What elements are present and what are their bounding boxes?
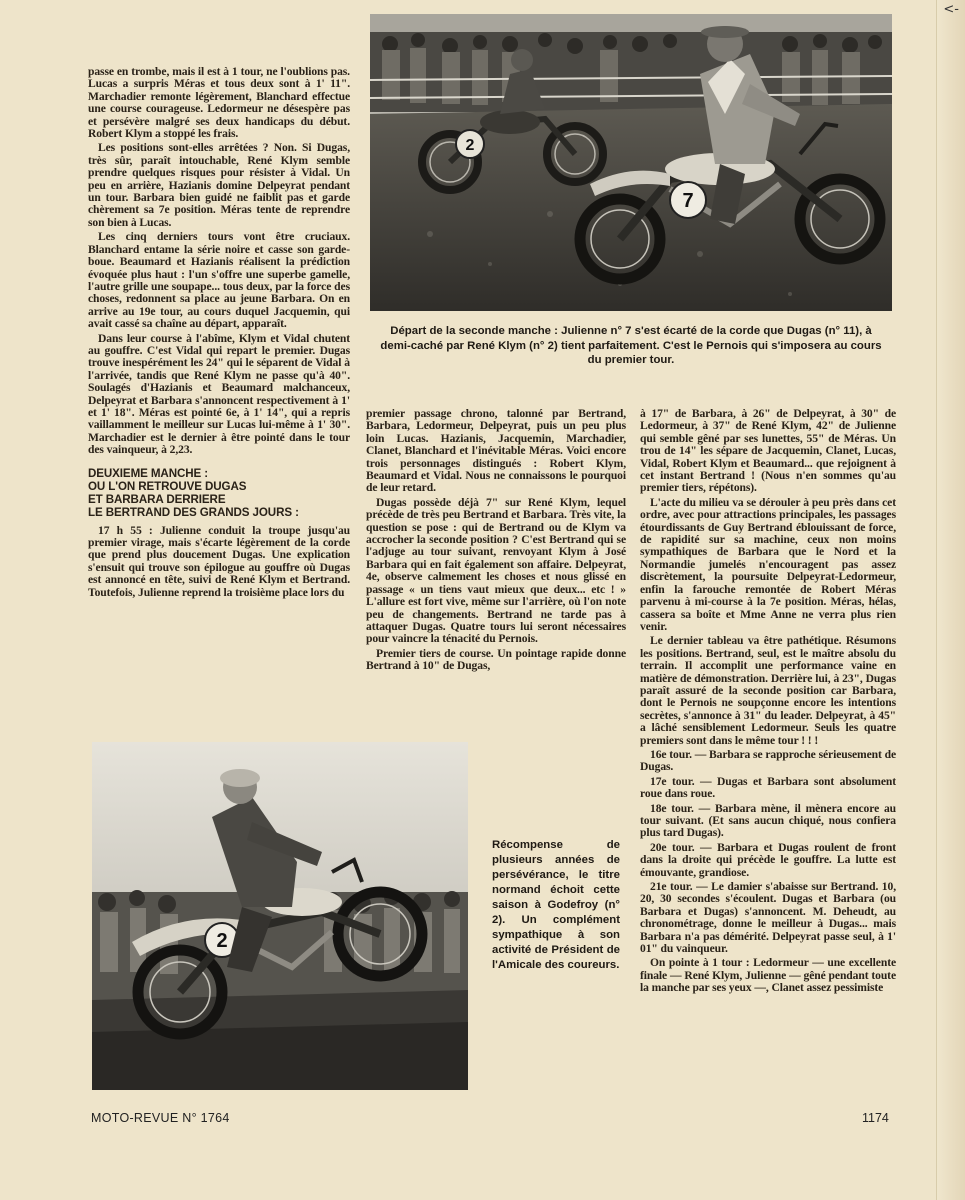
paragraph: Dugas possède déjà 7" sur René Klym, lequel précède de très peu Bertrand et Barbara. Très vite, la question se pose : qui de Bertrand ou de Klym va accrocher la seconde position ? C'est Bertrand qui se l'adjuge au tour suivant, renvoyant Klym à José Barbara qui en fait également son affaire. Delpeyrat, 4e, observe calmement les choses et nous glissé en passage « un tiens vaut mieux que deux... etc ! » L'allure est fort vive, même sur l'arrière, où l'on note peu de changements. Bertrand ne tarde pas à attaquer Dugas. Quatre tours lui seront nécessaires pour vaincre la ténacité du Pernois. [366,495,626,646]
paragraph: 17e tour. — Dugas et Barbara sont absolument roue dans roue. [640,774,896,801]
paragraph: 18e tour. — Barbara mène, il mènera encore au tour suivant. (Et sans aucun chiqué, nous confiera plus tard Dugas). [640,801,896,840]
rider-jump-photo [92,742,468,1090]
corner-mark: <- [943,2,959,17]
heading-line: ET BARBARA DERRIERE [88,492,226,506]
jump-bike-number: 2 [216,930,228,952]
heading-line: LE BERTRAND DES GRANDS JOURS : [88,505,299,519]
paragraph: à 17" de Barbara, à 26" de Delpeyrat, à 30" de Ledormeur, à 37" de René Klym, 42" de Julienne qui semble gêné par ses lunettes, 55" de Méras. Un trou de 14" les sépare de Jacquemin, Clanet, Lucas, Vidal, Robert Klym et Beaumard... que rejoignent à cet instant Bertrand ! (Nous n'en sommes qu'au premier tiers, répétons). [640,408,896,495]
paragraph: Les positions sont-elles arrêtées ? Non. Si Dugas, très sûr, paraît intouchable, René Klym semble prendre quelques risques pour résister à Vidal. Un peu en arrière, Hazianis domine Delpeyrat pendant un tour. Barbara bien guidé ne faiblit pas et garde chèrement sa 7e position. Méras tente de reprendre son bien à Lucas. [88,141,350,229]
paragraph: Dans leur course à l'abîme, Klym et Vidal chutent au gouffre. C'est Vidal qui repart le premier. Dugas trouve inespérément les 24" qui le séparent de Vidal à l'arrivée, tandis que René Klym ne passe qu'à 40". Soulagés d'Hazianis et Beaumard malchanceux, Delpeyrat et Barbara s'annoncent respectivement à 1' et 1' 18". Méras est pointé 6e, à 1' 14", qui a repris vaillamment le meilleur sur Lucas lui-même à 1' 30". Marchadier est le dernier à être pointé dans le tour des vainqueur, à 2,23. [88,331,350,457]
page-number: 1174 [862,1111,889,1125]
heading-line: DEUXIEME MANCHE : [88,466,209,480]
article-column-2 [366,408,626,736]
paragraph: 20e tour. — Barbara et Dugas roulent de front dans la droite qui précède le gouffre. La lutte est émouvante, grandiose. [640,840,896,879]
paragraph: 21e tour. — Le damier s'abaisse sur Bertrand. 10, 20, 30 secondes s'écoulent. Dugas et Barbara (ou Barbara et Dugas) s'annoncent. M. Deheudt, au chronométrage, donne le meilleur à Dugas... mais Barbara n'a pas démérité. Delpeyrat passe seul, à 1' 01" du vainqueur. [640,880,896,956]
paragraph: Premier tiers de course. Un pointage rapide donne Bertrand à 10" de Dugas, [366,646,626,673]
back-bike-number: 2 [465,137,475,154]
paragraph: Les cinq derniers tours vont être cruciaux. Blanchard entame la série noire et casse son garde-boue. Beaumard et Hazianis réalisent la prédiction évoquée plus haut : l'un s'offre une superbe gamelle, l'autre grille une soupape... tous deux, par la force des choses, redonnent sa place au jeune Barbara. On en arrive au 19e tour, au cours duquel Jacquemin, qui avait cassé sa chaîne au départ, apparaît. [88,230,350,331]
race-start-photo [370,14,892,311]
front-bike-number: 7 [682,190,694,212]
section-heading [88,467,350,519]
paragraph: Le dernier tableau va être pathétique. Résumons les positions. Bertrand, seul, est le maître absolu du terrain. Il accomplit une performance vaine en matière de démonstration. Derrière lui, à 23", Dugas paraît assuré de la seconde position car Barbara, dont le Pernois ne soupçonne encore les intentions secrètes, s'annonce à 31" du leader. Delpeyrat, à 45" a lâché sensiblement Ledormeur. Seuls les quatre premiers sont dans le même tour ! ! ! [640,634,896,747]
heading-line: OU L'ON RETROUVE DUGAS [88,479,247,493]
paragraph: 17 h 55 : Julienne conduit la troupe jusqu'au premier virage, mais s'écarte légèrement de la corde que prend plus doucement Dugas. Une explication s'ensuit qui trouve son épilogue au gouffre où Dugas est annoncé en tête, suivi de René Klym et Bertrand. Toutefois, Julienne reprend la troisième place lors du [88,523,350,599]
paragraph: L'acte du milieu va se dérouler à peu près dans cet ordre, avec pour attractions principales, les passages étourdissants de Guy Bertrand éblouissant de force, de rapidité sur sa machine, ceux non moins sympathiques de Barbara que le Nord et la Normandie jumelés n'encouragent pas assez discrètement, la poursuite Delpeyrat-Ledormeur, enfin la farouche remontée de Robert Méras parvenu à mi-course à la 7e position. Méras, hélas, cassera sa boîte et Mme Anne ne verra plus rien venir. [640,495,896,633]
page-edge [936,0,965,1200]
paragraph: passe en trombe, mais il est à 1 tour, ne l'oublions pas. Lucas a surpris Méras et tous deux sont à 1' 11". Marchadier remonte légèrement, Blanchard effectue une course courageuse. Ledormeur ne désespère pas et persévère malgré ses deux handicaps du début. Robert Klym a stoppé les frais. [88,66,350,141]
article-column-3 [640,408,896,1094]
paragraph: 16e tour. — Barbara se rapproche sérieusement de Dugas. [640,747,896,774]
photo-caption-2: Récompense de plusieurs années de persévérance, le titre normand échoit cette saison à Godefroy (n° 2). Un complément sympathique à son activité de Président de l'Amicale des coureurs. [492,839,620,971]
article-column-1 [88,66,350,740]
photo-caption-1: Départ de la seconde manche : Julienne n° 7 s'est écarté de la corde que Dugas (n° 11), à demi-caché par René Klym (n° 2) tient parfaitement. C'est le Pernois qui s'imposera au cours du premier tour. [380,325,882,366]
paragraph: premier passage chrono, talonné par Bertrand, Barbara, Ledormeur, Delpeyrat, puis un peu plus loin Lucas. Hazianis, Jacquemin, Marchadier, Clanet, Blanchard et l'inévitable Méras. Voici encore trois personnages distingués : Robert Klym, Beaumard et Vidal. Nous ne connaissons le pourquoi de leur retard. [366,408,626,495]
magazine-issue: MOTO-REVUE N° 1764 [91,1111,230,1125]
paragraph: On pointe à 1 tour : Ledormeur — une excellente finale — René Klym, Julienne — gêné pendant toute la manche par ses yeux —, Clanet assez pessimiste [640,956,896,995]
